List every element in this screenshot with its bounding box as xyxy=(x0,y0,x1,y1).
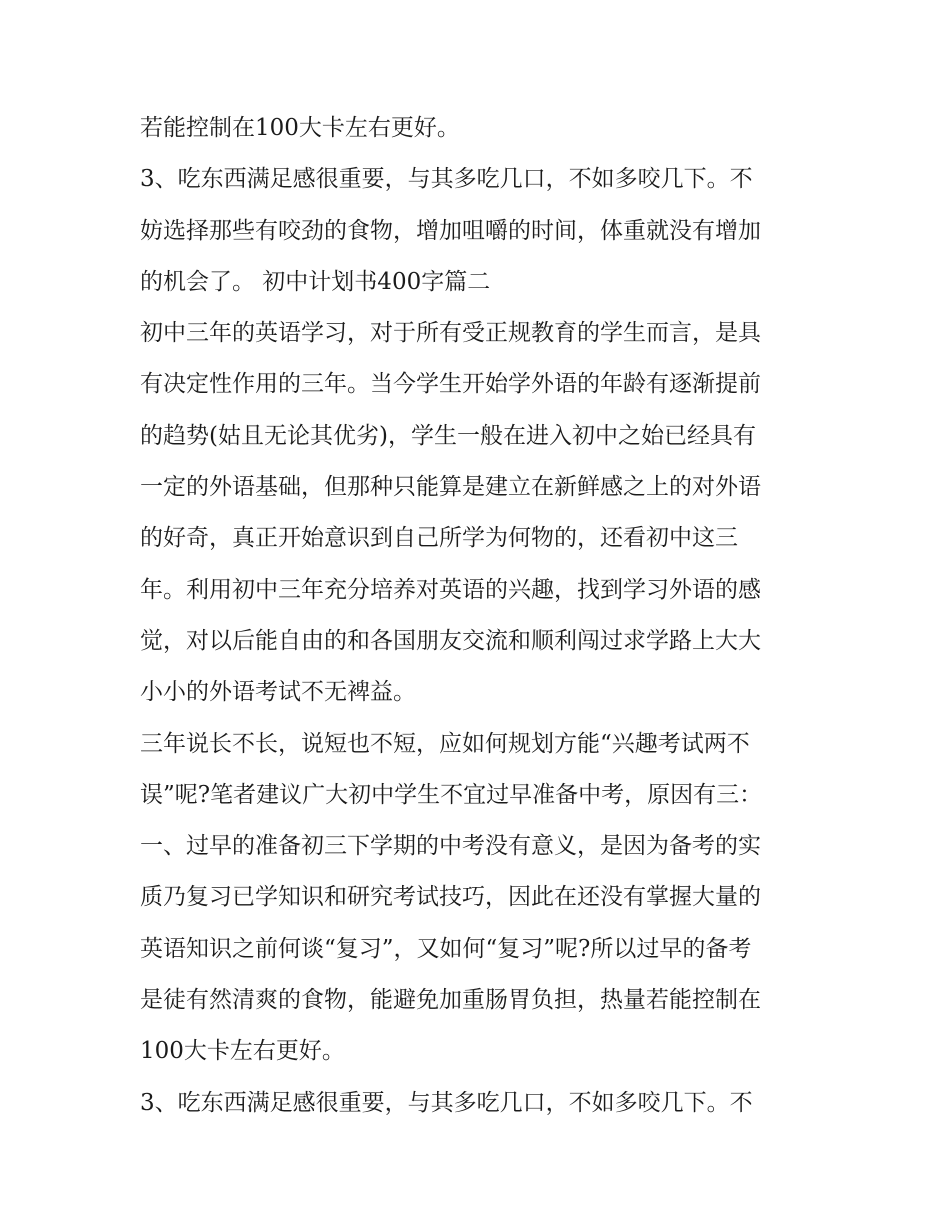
text-line-18: 是徒有然清爽的食物，能避免加重肠胃负担，热量若能控制在 xyxy=(140,987,761,1014)
text-line-13: 三年说长不长，说短也不短，应如何规划方能“兴趣考试两不 xyxy=(140,730,750,757)
text-line-2: 3、吃东西满足感很重要，与其多吃几口，不如多咬几下。不 xyxy=(140,166,753,193)
body-text xyxy=(140,103,820,1129)
text-line-17: 英语知识之前何谈“复习”，又如何“复习”呢?所以过早的备考 xyxy=(140,935,752,962)
text-line-12: 小小的外语考试不无裨益。 xyxy=(140,679,416,706)
text-line-3: 妨选择那些有咬劲的食物，增加咀嚼的时间，体重就没有增加 xyxy=(140,217,761,244)
text-line-7: 的趋势(姑且无论其优劣)，学生一般在进入初中之始已经具有 xyxy=(140,422,756,449)
text-line-8: 一定的外语基础，但那种只能算是建立在新鲜感之上的对外语 xyxy=(140,474,761,501)
text-line-16: 质乃复习已学知识和研究考试技巧，因此在还没有掌握大量的 xyxy=(140,884,761,911)
text-line-11: 觉，对以后能自由的和各国朋友交流和顺利闯过求学路上大大 xyxy=(140,627,761,654)
text-line-15: 一、过早的准备初三下学期的中考没有意义，是因为备考的实 xyxy=(140,833,761,860)
text-line-5: 初中三年的英语学习，对于所有受正规教育的学生而言，是具 xyxy=(140,320,761,347)
text-line-6: 有决定性作用的三年。当今学生开始学外语的年龄有逐渐提前 xyxy=(140,371,761,398)
text-line-4: 的机会了。 初中计划书400字篇二 xyxy=(140,268,491,295)
text-line-10: 年。利用初中三年充分培养对英语的兴趣，找到学习外语的感 xyxy=(140,576,761,603)
text-line-19: 100大卡左右更好。 xyxy=(140,1038,345,1065)
text-line-1: 若能控制在100大卡左右更好。 xyxy=(140,115,460,141)
text-line-9: 的好奇，真正开始意识到自己所学为何物的，还看初中这三 xyxy=(140,525,738,552)
text-line-14: 误”呢?笔者建议广大初中学生不宜过早准备中考，原因有三： xyxy=(140,781,763,808)
text-line-20: 3、吃东西满足感很重要，与其多吃几口，不如多咬几下。不 xyxy=(140,1089,753,1116)
